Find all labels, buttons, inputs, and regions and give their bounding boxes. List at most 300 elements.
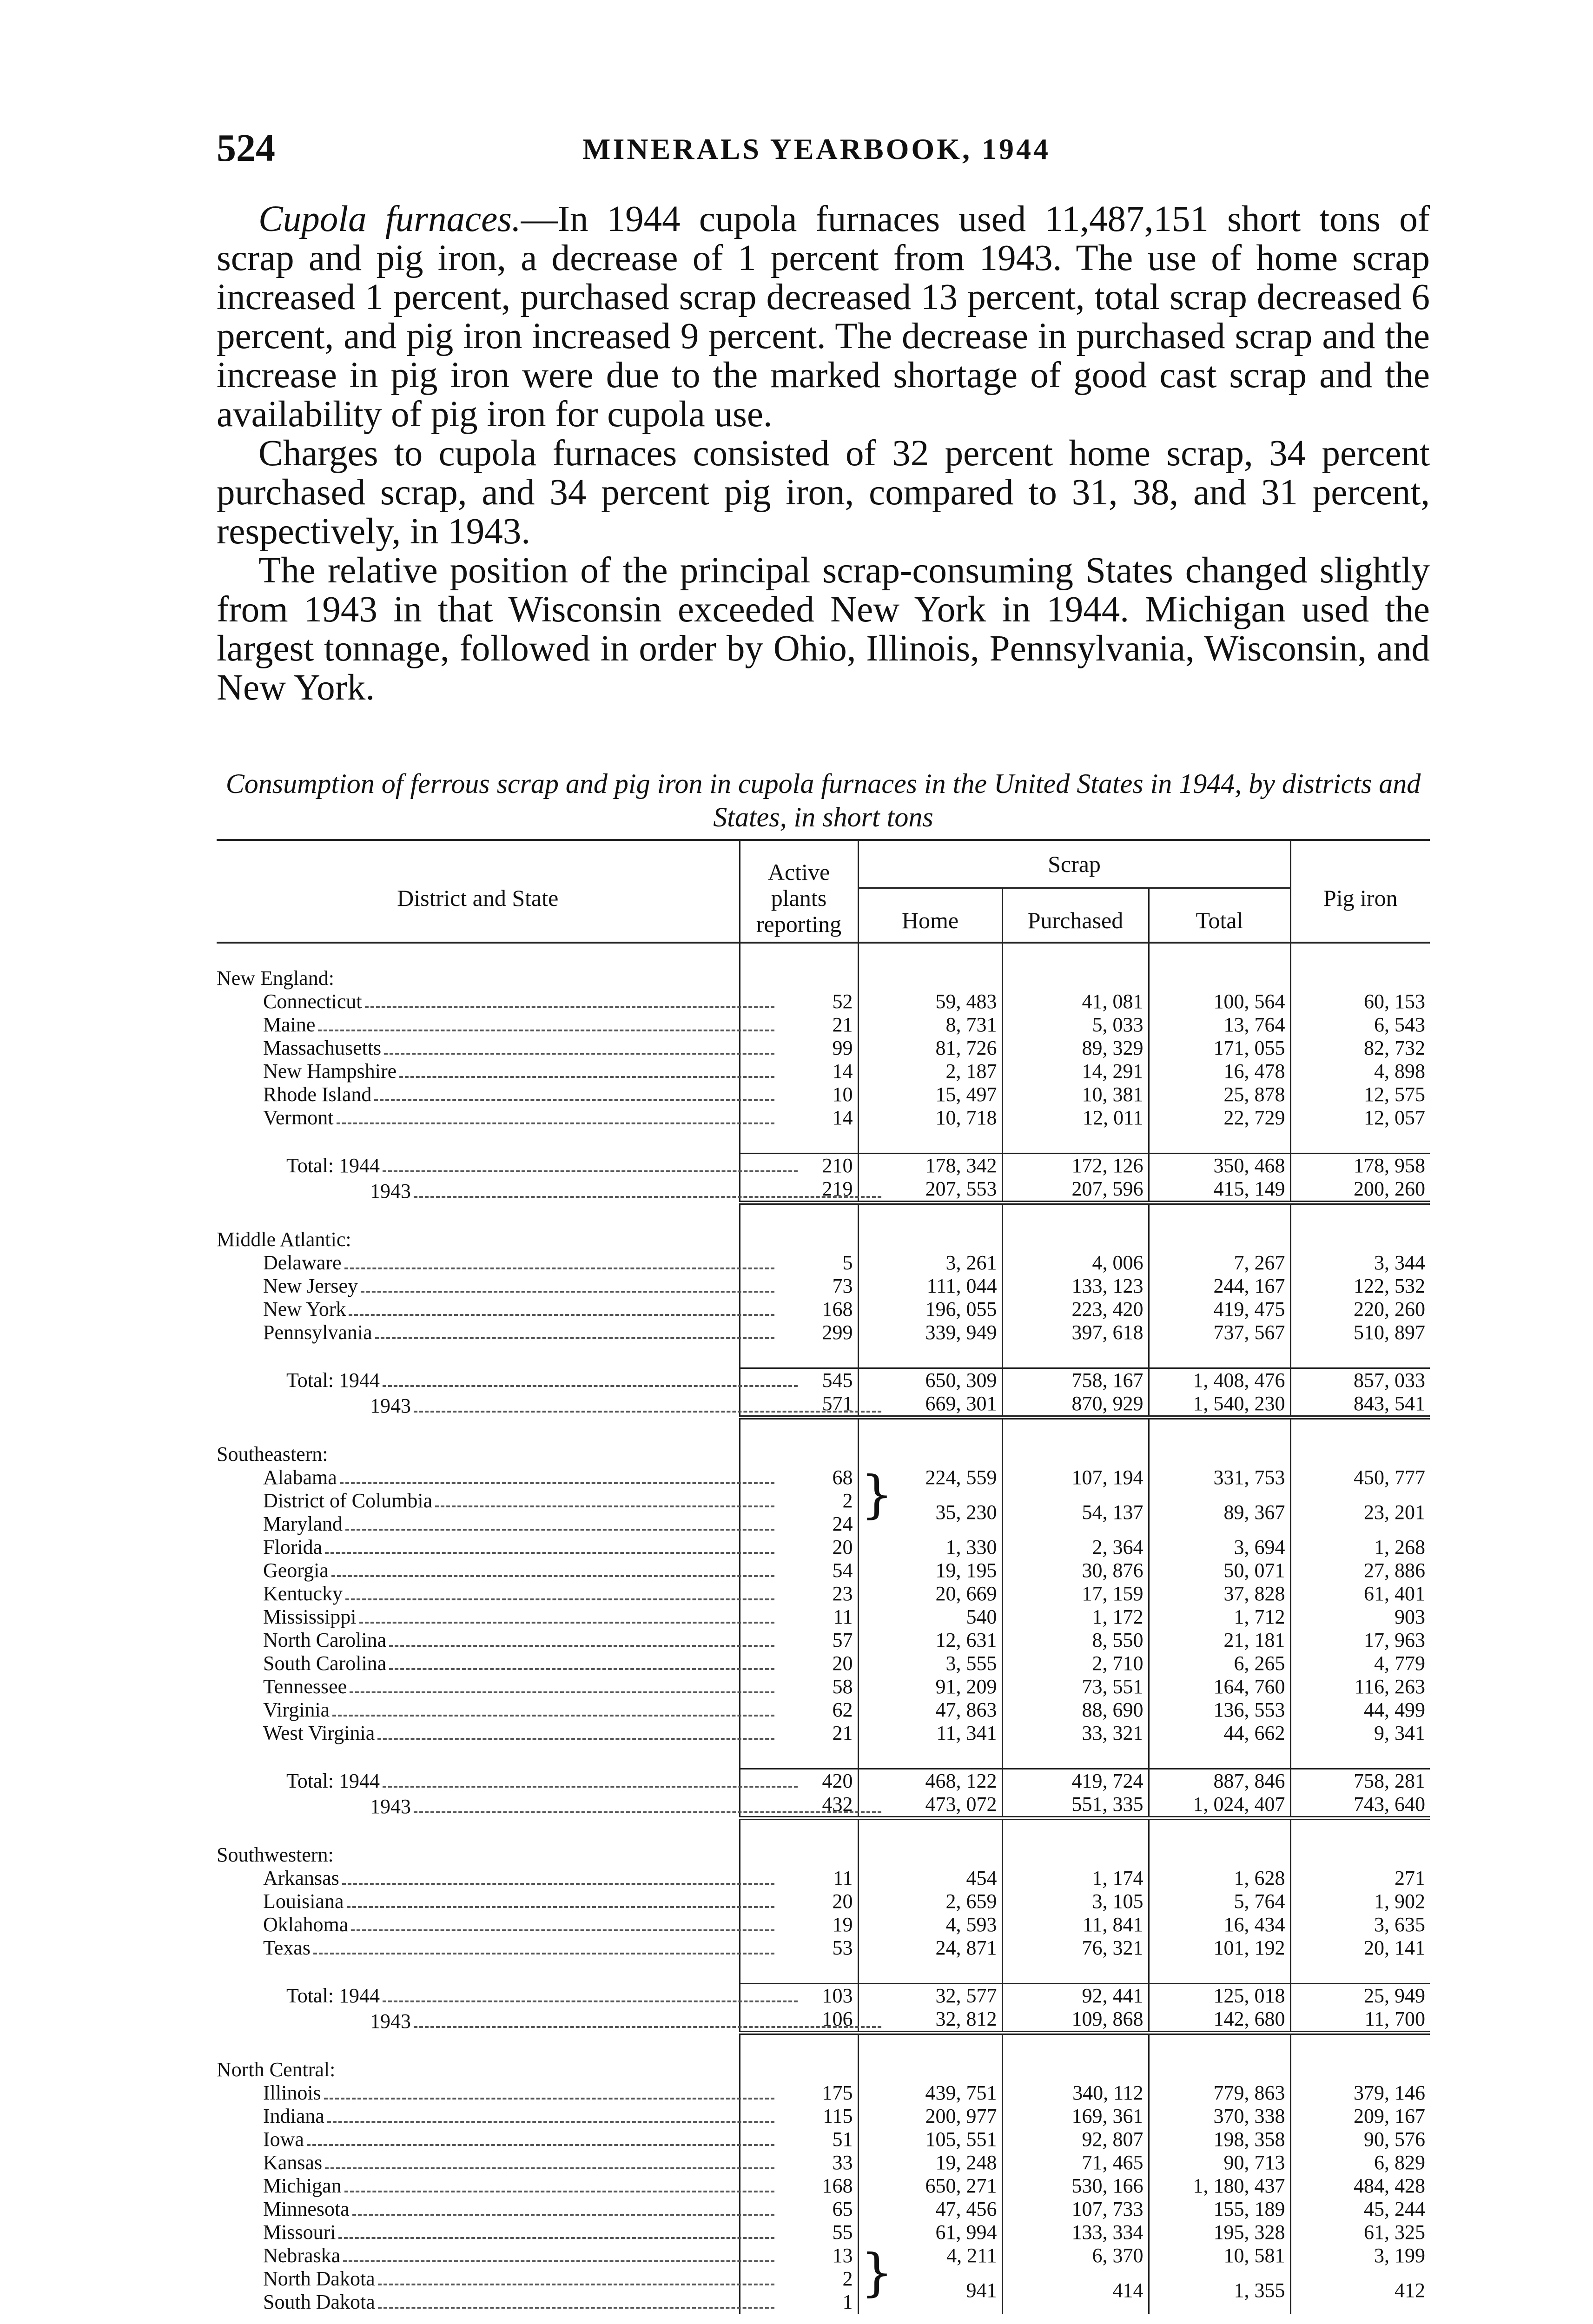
cell-purchased: 107, 733 <box>1002 2198 1149 2221</box>
cell-total: 16, 478 <box>1149 1060 1290 1083</box>
cell-purchased: 10, 381 <box>1002 1083 1149 1106</box>
row-label: Florida <box>263 1536 323 1558</box>
cell-active: 54 <box>740 1559 858 1582</box>
cell-active: 58 <box>740 1675 858 1698</box>
cell-home: 650, 309 <box>858 1368 1002 1393</box>
cell-home: 105, 551 <box>858 2128 1002 2151</box>
table-row <box>217 1652 1430 1675</box>
cell-total: 37, 828 <box>1149 1582 1290 1605</box>
cell-purchased-combined: 414 <box>1002 2267 1149 2314</box>
cell-active: 52 <box>740 990 858 1013</box>
cell-pig-iron: 743, 640 <box>1290 1793 1430 1818</box>
cell-active: 2 <box>740 2267 858 2291</box>
row-label: Iowa <box>263 2128 304 2151</box>
cell-pig-iron: 17, 963 <box>1290 1629 1430 1652</box>
cell-total: 198, 358 <box>1149 2128 1290 2151</box>
row-label: Tennessee <box>263 1675 347 1698</box>
row-label: Louisiana <box>263 1890 344 1913</box>
header-purchased: Purchased <box>1002 888 1149 943</box>
cell-total: 1, 180, 437 <box>1149 2174 1290 2198</box>
cell-pig-iron: 25, 949 <box>1290 1984 1430 2008</box>
cell-active: 53 <box>740 1936 858 1960</box>
row-label: Kentucky <box>263 1582 343 1605</box>
cell-active: 175 <box>740 2081 858 2105</box>
cell-active: 115 <box>740 2105 858 2128</box>
cell-purchased-combined: 54, 137 <box>1002 1489 1149 1536</box>
cell-active: 68 <box>740 1466 858 1489</box>
cell-home: 540 <box>858 1605 1002 1629</box>
row-label: Michigan <box>263 2174 342 2197</box>
cell-home: 47, 863 <box>858 1698 1002 1722</box>
cell-active: 65 <box>740 2198 858 2221</box>
cell-home: 3, 555 <box>858 1652 1002 1675</box>
table-row <box>217 1321 1430 1344</box>
cell-purchased: 551, 335 <box>1002 1793 1149 1818</box>
cell-home: 650, 271 <box>858 2174 1002 2198</box>
cell-purchased: 12, 011 <box>1002 1106 1149 1129</box>
cell-total: 7, 267 <box>1149 1251 1290 1274</box>
cell-pig-iron-combined: 23, 201 <box>1290 1489 1430 1536</box>
table-row <box>217 1582 1430 1605</box>
cell-total: 415, 149 <box>1149 1177 1290 1203</box>
table-row <box>217 1037 1430 1060</box>
header-total: Total <box>1149 888 1290 943</box>
cell-total: 887, 846 <box>1149 1769 1290 1793</box>
header-scrap: Scrap <box>858 840 1290 888</box>
table-row <box>217 1060 1430 1083</box>
cell-active: 99 <box>740 1037 858 1060</box>
cell-home: 32, 812 <box>858 2007 1002 2033</box>
row-label: Delaware <box>263 1251 342 1274</box>
cell-home: 2, 187 <box>858 1060 1002 1083</box>
paragraph-lead: Cupola furnaces. <box>258 199 521 239</box>
row-label: New Hampshire <box>263 1060 397 1083</box>
cell-pig-iron: 9, 341 <box>1290 1722 1430 1745</box>
cell-purchased: 419, 724 <box>1002 1769 1149 1793</box>
cell-home: 111, 044 <box>858 1274 1002 1298</box>
cell-purchased: 758, 167 <box>1002 1368 1149 1393</box>
row-label: North Dakota <box>263 2267 375 2290</box>
cell-pig-iron: 857, 033 <box>1290 1368 1430 1393</box>
row-label: Total: 1944 <box>286 1984 380 2007</box>
table-row <box>217 1890 1430 1913</box>
cell-active: 210 <box>740 1154 858 1178</box>
row-label: Rhode Island <box>263 1083 372 1106</box>
total-row-1944 <box>217 1769 1430 1793</box>
cell-pig-iron: 3, 344 <box>1290 1251 1430 1274</box>
table-row <box>217 1274 1430 1298</box>
body-text <box>217 200 1430 707</box>
cell-purchased: 14, 291 <box>1002 1060 1149 1083</box>
cell-active: 20 <box>740 1652 858 1675</box>
total-row-1944 <box>217 1154 1430 1178</box>
cell-purchased: 41, 081 <box>1002 990 1149 1013</box>
cell-home: 196, 055 <box>858 1298 1002 1321</box>
cell-home: 47, 456 <box>858 2198 1002 2221</box>
cell-purchased: 5, 033 <box>1002 1013 1149 1037</box>
cell-pig-iron: 4, 779 <box>1290 1652 1430 1675</box>
cell-home: 12, 631 <box>858 1629 1002 1652</box>
cell-home: 2, 659 <box>858 1890 1002 1913</box>
row-label: Total: 1944 <box>286 1369 380 1392</box>
row-label: West Virginia <box>263 1722 375 1744</box>
table-wrap <box>217 839 1430 2314</box>
running-title: MINERALS YEARBOOK, 1944 <box>582 132 1051 165</box>
cell-pig-iron: 209, 167 <box>1290 2105 1430 2128</box>
cell-home: 224, 559 <box>858 1466 1002 1489</box>
cell-total: 6, 265 <box>1149 1652 1290 1675</box>
group-heading: New England: <box>217 967 1430 990</box>
table-caption: Consumption of ferrous scrap and pig iron in cupola furnaces in the United States in 1944, by districts and States, in short tons <box>225 768 1421 832</box>
cell-pig-iron: 45, 244 <box>1290 2198 1430 2221</box>
table-row <box>217 2105 1430 2128</box>
cell-total: 25, 878 <box>1149 1083 1290 1106</box>
cell-active: 73 <box>740 1274 858 1298</box>
cell-pig-iron: 1, 268 <box>1290 1536 1430 1559</box>
cell-home: 81, 726 <box>858 1037 1002 1060</box>
row-label: Total: 1944 <box>286 1769 380 1792</box>
cell-home: 178, 342 <box>858 1154 1002 1178</box>
cell-active: 571 <box>740 1392 858 1418</box>
header-home: Home <box>858 888 1002 943</box>
row-label: 1943 <box>370 1394 411 1417</box>
cell-total: 331, 753 <box>1149 1466 1290 1489</box>
cell-pig-iron: 510, 897 <box>1290 1321 1430 1344</box>
cell-active: 432 <box>740 1793 858 1818</box>
cell-pig-iron: 61, 401 <box>1290 1582 1430 1605</box>
paragraph-cupola <box>217 200 1430 434</box>
row-label: Massachusetts <box>263 1037 382 1059</box>
cell-purchased: 169, 361 <box>1002 2105 1149 2128</box>
cell-total: 125, 018 <box>1149 1984 1290 2008</box>
cell-pig-iron: 122, 532 <box>1290 1274 1430 1298</box>
row-label: 1943 <box>370 2009 411 2033</box>
cell-home: 454 <box>858 1867 1002 1890</box>
paragraph-cupola-text: —In 1944 cupola furnaces used 11,487,151 short tons of scrap and pig iron, a decrease of 1 percent from 1943. The use of home scrap increased 1 percent, purchased scrap decreased 13 percent, total scrap decreased 6 percent, and pig iron increased 9 percent. The decrease in purchased scrap and the increase in pig iron were due to the marked shortage of good cast scrap and the availability of pig iron for cupola use. <box>217 199 1430 435</box>
cell-home: 8, 731 <box>858 1013 1002 1037</box>
page-number: 524 <box>217 126 275 170</box>
cell-total: 195, 328 <box>1149 2221 1290 2244</box>
cell-purchased: 11, 841 <box>1002 1913 1149 1936</box>
cell-purchased: 8, 550 <box>1002 1629 1149 1652</box>
cell-active: 14 <box>740 1106 858 1129</box>
table-row <box>217 1867 1430 1890</box>
cell-pig-iron: 843, 541 <box>1290 1392 1430 1418</box>
header-active: Active plants reporting <box>740 840 858 943</box>
cell-purchased: 92, 807 <box>1002 2128 1149 2151</box>
cell-pig-iron: 379, 146 <box>1290 2081 1430 2105</box>
cell-home-combined: } 35, 230 <box>858 1489 1002 1536</box>
cell-active: 55 <box>740 2221 858 2244</box>
cell-active: 219 <box>740 1177 858 1203</box>
cell-purchased: 109, 868 <box>1002 2007 1149 2033</box>
cell-pig-iron: 1, 902 <box>1290 1890 1430 1913</box>
row-label: Missouri <box>263 2221 336 2244</box>
table-row <box>217 2267 1430 2291</box>
cell-pig-iron: 116, 263 <box>1290 1675 1430 1698</box>
cell-purchased: 71, 465 <box>1002 2151 1149 2174</box>
running-head <box>217 125 1416 172</box>
row-label: Georgia <box>263 1559 329 1582</box>
cell-active: 106 <box>740 2007 858 2033</box>
row-label: South Dakota <box>263 2291 375 2313</box>
cell-home: 91, 209 <box>858 1675 1002 1698</box>
row-label: Mississippi <box>263 1605 357 1628</box>
row-label: Minnesota <box>263 2198 350 2220</box>
cell-purchased: 207, 596 <box>1002 1177 1149 1203</box>
cell-home-combined: } 941 <box>858 2267 1002 2314</box>
cell-pig-iron: 220, 260 <box>1290 1298 1430 1321</box>
cell-total: 13, 764 <box>1149 1013 1290 1037</box>
cell-total: 419, 475 <box>1149 1298 1290 1321</box>
table-row <box>217 1629 1430 1652</box>
cell-home: 20, 669 <box>858 1582 1002 1605</box>
group-heading: Middle Atlantic: <box>217 1228 1430 1251</box>
table-row <box>217 990 1430 1013</box>
total-row-1943 <box>217 2007 1430 2033</box>
cell-purchased: 30, 876 <box>1002 1559 1149 1582</box>
row-label: Arkansas <box>263 1867 339 1889</box>
cell-total: 1, 024, 407 <box>1149 1793 1290 1818</box>
cell-active: 5 <box>740 1251 858 1274</box>
cell-purchased: 107, 194 <box>1002 1466 1149 1489</box>
row-label: Virginia <box>263 1698 330 1721</box>
cell-home: 59, 483 <box>858 990 1002 1013</box>
cell-pig-iron: 4, 898 <box>1290 1060 1430 1083</box>
cell-home: 32, 577 <box>858 1984 1002 2008</box>
cell-purchased: 88, 690 <box>1002 1698 1149 1722</box>
cell-active: 19 <box>740 1913 858 1936</box>
cell-total: 21, 181 <box>1149 1629 1290 1652</box>
cell-home: 207, 553 <box>858 1177 1002 1203</box>
cell-total: 3, 694 <box>1149 1536 1290 1559</box>
cell-purchased: 17, 159 <box>1002 1582 1149 1605</box>
cell-pig-iron: 450, 777 <box>1290 1466 1430 1489</box>
cell-purchased: 2, 710 <box>1002 1652 1149 1675</box>
cell-pig-iron: 27, 886 <box>1290 1559 1430 1582</box>
table-row <box>217 1536 1430 1559</box>
table-row <box>217 2244 1430 2267</box>
cell-home: 4, 593 <box>858 1913 1002 1936</box>
cell-purchased: 530, 166 <box>1002 2174 1149 2198</box>
cell-active: 13 <box>740 2244 858 2267</box>
cell-home: 473, 072 <box>858 1793 1002 1818</box>
brace-icon: } <box>860 1465 893 1524</box>
cell-active: 420 <box>740 1769 858 1793</box>
cell-purchased: 76, 321 <box>1002 1936 1149 1960</box>
cell-active: 20 <box>740 1890 858 1913</box>
cell-pig-iron: 20, 141 <box>1290 1936 1430 1960</box>
total-row-1943 <box>217 1392 1430 1418</box>
cell-active: 103 <box>740 1984 858 2008</box>
cell-total: 100, 564 <box>1149 990 1290 1013</box>
cell-total-combined: 1, 355 <box>1149 2267 1290 2314</box>
cell-total: 1, 408, 476 <box>1149 1368 1290 1393</box>
cell-active: 14 <box>740 1060 858 1083</box>
table-row <box>217 2198 1430 2221</box>
cell-pig-iron: 200, 260 <box>1290 1177 1430 1203</box>
cell-pig-iron: 484, 428 <box>1290 2174 1430 2198</box>
cell-purchased: 92, 441 <box>1002 1984 1149 2008</box>
table-row <box>217 1489 1430 1512</box>
row-label: Oklahoma <box>263 1913 349 1936</box>
cell-purchased: 172, 126 <box>1002 1154 1149 1178</box>
row-label: North Carolina <box>263 1629 387 1651</box>
cell-home: 19, 248 <box>858 2151 1002 2174</box>
cell-pig-iron: 60, 153 <box>1290 990 1430 1013</box>
cell-total: 142, 680 <box>1149 2007 1290 2033</box>
cell-active: 11 <box>740 1605 858 1629</box>
cell-home: 10, 718 <box>858 1106 1002 1129</box>
cell-purchased: 1, 174 <box>1002 1867 1149 1890</box>
header-district: District and State <box>217 840 740 943</box>
total-row-1943 <box>217 1177 1430 1203</box>
cell-home: 1, 330 <box>858 1536 1002 1559</box>
cell-home: 339, 949 <box>858 1321 1002 1344</box>
cell-purchased: 4, 006 <box>1002 1251 1149 1274</box>
row-label: Maryland <box>263 1512 343 1535</box>
cell-total: 44, 662 <box>1149 1722 1290 1745</box>
cell-home: 11, 341 <box>858 1722 1002 1745</box>
cell-home: 19, 195 <box>858 1559 1002 1582</box>
cell-total: 90, 713 <box>1149 2151 1290 2174</box>
cell-pig-iron: 12, 575 <box>1290 1083 1430 1106</box>
table-row <box>217 1698 1430 1722</box>
row-label: Total: 1944 <box>286 1154 380 1177</box>
group-heading: Southeastern: <box>217 1443 1430 1466</box>
cell-active: 62 <box>740 1698 858 1722</box>
cell-active: 10 <box>740 1083 858 1106</box>
cell-active: 33 <box>740 2151 858 2174</box>
cell-pig-iron: 6, 829 <box>1290 2151 1430 2174</box>
cell-active: 1 <box>740 2291 858 2314</box>
cell-pig-iron: 44, 499 <box>1290 1698 1430 1722</box>
cell-active: 24 <box>740 1512 858 1536</box>
table-row <box>217 1466 1430 1489</box>
row-label: Vermont <box>263 1106 334 1129</box>
paragraph-charges: Charges to cupola furnaces consisted of 32 percent home scrap, 34 percent purchased scrap, and 34 percent pig iron, compared to 31, 38, and 31 percent, respectively, in 1943. <box>217 433 1430 552</box>
cell-active: 168 <box>740 1298 858 1321</box>
cell-active: 23 <box>740 1582 858 1605</box>
brace-icon: } <box>860 2243 893 2302</box>
cell-pig-iron: 61, 325 <box>1290 2221 1430 2244</box>
cell-active: 21 <box>740 1722 858 1745</box>
cell-total: 1, 712 <box>1149 1605 1290 1629</box>
row-label: Nebraska <box>263 2244 341 2267</box>
cell-purchased: 73, 551 <box>1002 1675 1149 1698</box>
cell-active: 20 <box>740 1536 858 1559</box>
row-label: South Carolina <box>263 1652 387 1675</box>
cell-purchased: 397, 618 <box>1002 1321 1149 1344</box>
table-row <box>217 1722 1430 1745</box>
cell-active: 57 <box>740 1629 858 1652</box>
table-row <box>217 1675 1430 1698</box>
row-label: Alabama <box>263 1466 337 1489</box>
cell-purchased: 223, 420 <box>1002 1298 1149 1321</box>
cell-pig-iron: 12, 057 <box>1290 1106 1430 1129</box>
cell-total: 1, 540, 230 <box>1149 1392 1290 1418</box>
cell-active: 21 <box>740 1013 858 1037</box>
table-row <box>217 2081 1430 2105</box>
cell-active: 299 <box>740 1321 858 1344</box>
table-row <box>217 1251 1430 1274</box>
paragraph-states: The relative position of the principal scrap-consuming States changed slightly from 1943 in that Wisconsin exceeded New York in 1944. Michigan used the largest tonnage, followed in order by Ohio, Illinois, Pennsylvania, Wisconsin, and New York. <box>217 550 1430 708</box>
cell-pig-iron: 178, 958 <box>1290 1154 1430 1178</box>
table-row <box>217 2128 1430 2151</box>
table-row <box>217 2221 1430 2244</box>
table-row <box>217 1083 1430 1106</box>
group-heading: North Central: <box>217 2058 1430 2081</box>
cell-home: 200, 977 <box>858 2105 1002 2128</box>
cell-active: 11 <box>740 1867 858 1890</box>
table-row <box>217 1913 1430 1936</box>
cell-pig-iron: 903 <box>1290 1605 1430 1629</box>
cell-total: 779, 863 <box>1149 2081 1290 2105</box>
cell-pig-iron-combined: 412 <box>1290 2267 1430 2314</box>
cell-total: 350, 468 <box>1149 1154 1290 1178</box>
cell-total: 10, 581 <box>1149 2244 1290 2267</box>
cell-purchased: 870, 929 <box>1002 1392 1149 1418</box>
cell-total: 22, 729 <box>1149 1106 1290 1129</box>
cell-purchased: 89, 329 <box>1002 1037 1149 1060</box>
cell-active: 168 <box>740 2174 858 2198</box>
cell-home: 61, 994 <box>858 2221 1002 2244</box>
row-label: New York <box>263 1298 346 1320</box>
table-row <box>217 2174 1430 2198</box>
total-row-1943 <box>217 1793 1430 1818</box>
total-row-1944 <box>217 1984 1430 2008</box>
row-label: Texas <box>263 1936 311 1959</box>
cell-total: 50, 071 <box>1149 1559 1290 1582</box>
row-label: 1943 <box>370 1795 411 1818</box>
table-row <box>217 1298 1430 1321</box>
table-row <box>217 2151 1430 2174</box>
cell-home: 669, 301 <box>858 1392 1002 1418</box>
row-label: Indiana <box>263 2105 324 2127</box>
cell-purchased: 6, 370 <box>1002 2244 1149 2267</box>
cell-purchased: 1, 172 <box>1002 1605 1149 1629</box>
cell-purchased: 2, 364 <box>1002 1536 1149 1559</box>
cell-home: 24, 871 <box>858 1936 1002 1960</box>
row-label: Maine <box>263 1013 316 1036</box>
cell-total: 244, 167 <box>1149 1274 1290 1298</box>
header-pig-iron: Pig iron <box>1290 840 1430 943</box>
cell-total: 5, 764 <box>1149 1890 1290 1913</box>
cell-pig-iron: 758, 281 <box>1290 1769 1430 1793</box>
cell-purchased: 3, 105 <box>1002 1890 1149 1913</box>
cell-pig-iron: 82, 732 <box>1290 1037 1430 1060</box>
table-row <box>217 1106 1430 1129</box>
cell-active: 51 <box>740 2128 858 2151</box>
cell-active: 545 <box>740 1368 858 1393</box>
cell-purchased: 133, 123 <box>1002 1274 1149 1298</box>
cell-purchased: 33, 321 <box>1002 1722 1149 1745</box>
row-label: District of Columbia <box>263 1489 433 1512</box>
cell-active: 2 <box>740 1489 858 1512</box>
cell-total: 737, 567 <box>1149 1321 1290 1344</box>
cell-pig-iron: 6, 543 <box>1290 1013 1430 1037</box>
cell-total: 1, 628 <box>1149 1867 1290 1890</box>
row-label: Connecticut <box>263 990 362 1013</box>
row-label: 1943 <box>370 1179 411 1202</box>
cell-total: 155, 189 <box>1149 2198 1290 2221</box>
group-heading: Southwestern: <box>217 1843 1430 1867</box>
cell-total: 171, 055 <box>1149 1037 1290 1060</box>
cell-home: 468, 122 <box>858 1769 1002 1793</box>
consumption-table <box>217 839 1430 2314</box>
table-row <box>217 1936 1430 1960</box>
cell-total-combined: 89, 367 <box>1149 1489 1290 1536</box>
